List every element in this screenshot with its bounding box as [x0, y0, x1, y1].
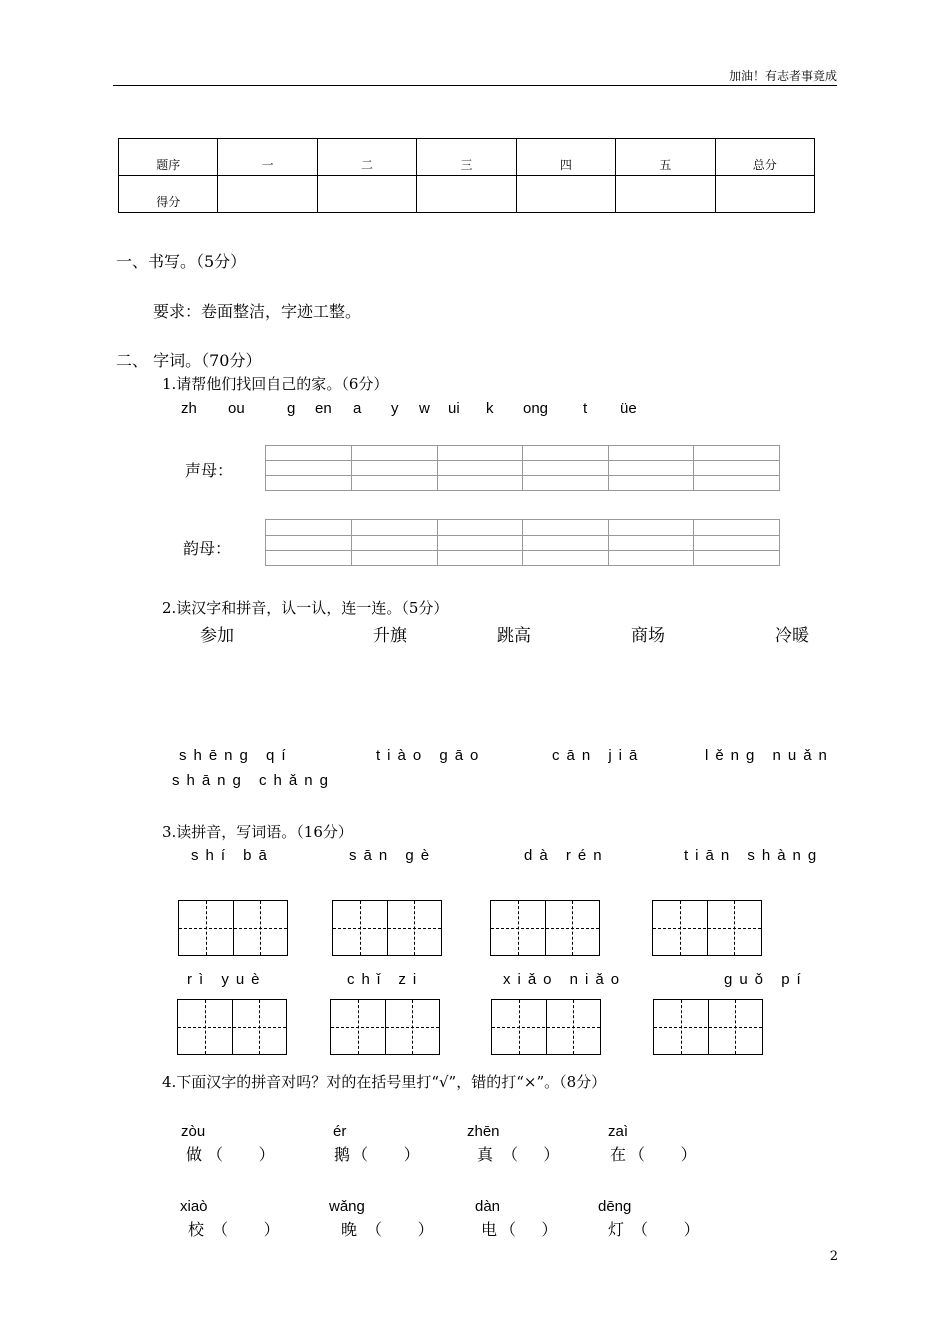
q4-pinyin: xiaò	[180, 1198, 208, 1215]
score-cell[interactable]	[715, 176, 814, 213]
q2-word: 冷暖	[775, 626, 809, 646]
q1-letter: w	[419, 400, 430, 417]
score-row-label: 得分	[119, 176, 218, 213]
q3-pinyin: chǐ zi	[347, 971, 424, 988]
q3-pinyin: sān gè	[349, 847, 437, 864]
header-rule	[113, 85, 837, 86]
q3-pinyin: dà rén	[524, 847, 609, 864]
score-header-cell: 三	[417, 139, 516, 176]
score-cell[interactable]	[516, 176, 615, 213]
score-cell[interactable]	[417, 176, 516, 213]
q3-pinyin: xiǎo niǎo	[503, 971, 627, 988]
header-motto: 加油！有志者事竟成	[728, 69, 837, 83]
q2-pinyin: shāng chǎng	[172, 772, 335, 789]
q2-word: 商场	[631, 626, 665, 646]
initials-label: 声母：	[185, 461, 234, 480]
finals-label: 韵母：	[183, 539, 232, 558]
q2-pinyin: shēng qí	[179, 747, 293, 764]
q2-word: 升旗	[373, 626, 407, 646]
answer-paren[interactable]: （ ）	[632, 1220, 700, 1239]
q4-char: 做	[186, 1145, 203, 1164]
q1-letter: ui	[448, 400, 460, 417]
score-cell[interactable]	[218, 176, 317, 213]
q4-pinyin: dēng	[598, 1198, 632, 1215]
writing-box[interactable]	[330, 999, 440, 1055]
q1-letter: y	[391, 400, 399, 417]
q4-char: 在	[610, 1145, 627, 1164]
q1-title: 1.请帮他们找回自己的家。（6分）	[162, 375, 389, 393]
q4-char: 真	[477, 1145, 494, 1164]
score-header-cell: 题序	[119, 139, 218, 176]
initials-writing-grid[interactable]	[265, 445, 780, 491]
q1-letter: a	[353, 400, 362, 417]
section1-requirement: 要求：卷面整洁，字迹工整。	[153, 302, 362, 321]
section2-title: 二、 字词。（70分）	[116, 351, 262, 370]
q2-pinyin: lěng nuǎn	[705, 747, 834, 764]
q3-pinyin: tiān shàng	[684, 847, 824, 864]
answer-paren[interactable]: （ ）	[500, 1220, 558, 1239]
writing-box[interactable]	[490, 900, 600, 956]
q1-letter: üe	[620, 400, 637, 417]
q4-char: 晚	[341, 1220, 358, 1239]
q4-pinyin: ér	[333, 1123, 347, 1140]
score-table-score-row	[119, 176, 815, 213]
answer-paren[interactable]: （ ）	[629, 1145, 697, 1164]
score-table	[118, 138, 815, 213]
q4-char: 灯	[608, 1220, 625, 1239]
q4-char: 校	[188, 1220, 205, 1239]
answer-paren[interactable]: （ ）	[352, 1145, 420, 1164]
writing-box[interactable]	[178, 900, 288, 956]
q3-title: 3.读拼音，写词语。（16分）	[162, 823, 353, 841]
q1-letter: k	[486, 400, 494, 417]
writing-box[interactable]	[491, 999, 601, 1055]
q1-letter: zh	[181, 400, 197, 417]
q4-pinyin: dàn	[475, 1198, 501, 1215]
q2-pinyin: tiào gāo	[376, 747, 486, 764]
score-header-cell: 总分	[715, 139, 814, 176]
q4-char: 鹅	[334, 1145, 351, 1164]
answer-paren[interactable]: （ ）	[207, 1145, 275, 1164]
score-header-cell: 二	[317, 139, 416, 176]
q2-word: 参加	[200, 626, 234, 646]
q1-letter: g	[287, 400, 296, 417]
q4-pinyin: zòu	[181, 1123, 206, 1140]
score-table-header-row	[119, 139, 815, 176]
writing-box[interactable]	[653, 999, 763, 1055]
answer-paren[interactable]: （ ）	[212, 1220, 280, 1239]
q4-pinyin: zaì	[608, 1123, 629, 1140]
writing-box[interactable]	[332, 900, 442, 956]
q3-pinyin: guǒ pí	[724, 971, 808, 988]
q4-title: 4.下面汉字的拼音对吗？对的在括号里打“√”，错的打“×”。（8分）	[162, 1073, 607, 1091]
q1-letter: ou	[228, 400, 245, 417]
q2-pinyin: cān jiā	[552, 747, 645, 764]
q4-pinyin: zhēn	[467, 1123, 500, 1140]
score-header-cell: 五	[616, 139, 715, 176]
score-cell[interactable]	[317, 176, 416, 213]
q1-letter: t	[583, 400, 588, 417]
finals-writing-grid[interactable]	[265, 519, 780, 566]
q4-char: 电	[481, 1220, 498, 1239]
section1-title: 一、书写。（5分）	[116, 252, 247, 271]
writing-box[interactable]	[177, 999, 287, 1055]
q4-pinyin: wǎng	[329, 1198, 365, 1215]
q3-pinyin: rì yuè	[187, 971, 267, 988]
score-cell[interactable]	[616, 176, 715, 213]
q1-letter: ong	[523, 400, 549, 417]
page-number: 2	[829, 1249, 838, 1264]
writing-box[interactable]	[652, 900, 762, 956]
score-header-cell: 四	[516, 139, 615, 176]
q3-pinyin: shí bā	[191, 847, 274, 864]
q2-title: 2.读汉字和拼音，认一认，连一连。（5分）	[162, 599, 449, 617]
answer-paren[interactable]: （ ）	[366, 1220, 434, 1239]
score-header-cell: 一	[218, 139, 317, 176]
q2-word: 跳高	[497, 626, 531, 646]
answer-paren[interactable]: （ ）	[502, 1145, 560, 1164]
q1-letter: en	[315, 400, 332, 417]
